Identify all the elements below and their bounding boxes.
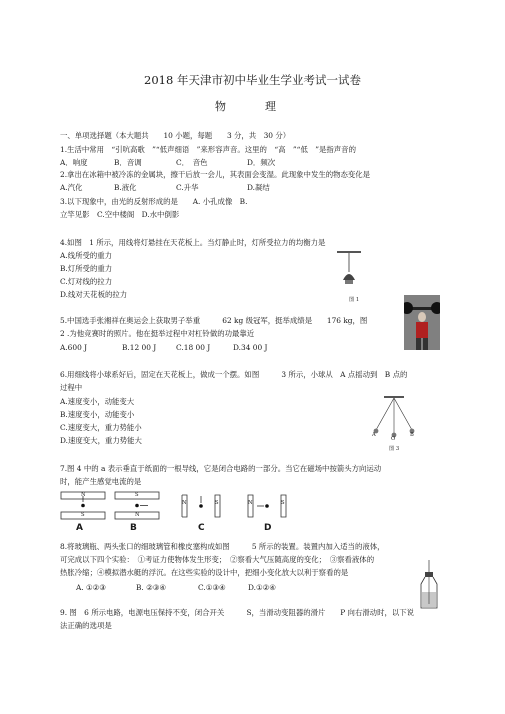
bottle-figure xyxy=(416,560,442,610)
q5-option-a: A.600 J xyxy=(60,343,88,352)
lamp-figure xyxy=(334,250,364,302)
magnet-c-right-letter: S xyxy=(215,500,219,506)
q1-option-b: B．音调 xyxy=(114,158,142,167)
q7-choice-b: B xyxy=(130,523,137,533)
q6-line2: 过程中 xyxy=(60,383,83,392)
q8-line3: 热胀冷缩；④模拟潜水艇的浮沉。在这些实验的设计中，把细小变化放大以利于察看的是 xyxy=(60,568,349,577)
q7-line2: 时，能产生感觉电流的是 xyxy=(60,477,142,486)
pendulum-point-a: A xyxy=(372,432,376,438)
section-header: 一、单项选择题（本大题共 10 小题，每题 3 分，共 30 分） xyxy=(60,131,291,140)
magnet-b-bottom-letter: N xyxy=(135,512,140,518)
fig1-label: 图 1 xyxy=(349,297,360,303)
q5-option-b: B.12 00 J xyxy=(122,343,157,352)
q6-option-b: B.速度变小，动能变小 xyxy=(60,410,135,419)
q7-choice-c: C xyxy=(198,523,205,533)
q5-option-c: C.18 00 J xyxy=(176,343,211,352)
magnet-c-left-letter: N xyxy=(182,500,187,506)
q1-option-d: D．频次 xyxy=(247,158,276,167)
q6-stem: 6.用细线将小球系好后，固定在天花板上，做成一个摆。如图 3 所示，小球从 A 点摇动到 B 点的 xyxy=(60,370,408,379)
q9-stem: 9. 图 6 所示电路，电源电压保持不变，闭合开关 S，当滑动变阻器的滑片 P 向右滑动时，以下说 xyxy=(60,608,415,617)
q1-option-c: C． 音色 xyxy=(176,158,208,167)
q7-choice-a: A xyxy=(76,523,83,533)
exam-title: 2018 年天津市初中毕业生学业考试一试卷 xyxy=(144,73,361,87)
q1-option-a: A．响度 xyxy=(60,158,88,167)
q8-option-d: D.①②④ xyxy=(248,583,276,592)
magnet-diagram-c xyxy=(178,491,224,521)
q2-option-b: B.液化 xyxy=(114,183,137,192)
q2-option-a: A.汽化 xyxy=(60,183,83,192)
weightlifter-photo xyxy=(404,295,440,350)
pendulum-point-b: B xyxy=(410,432,414,438)
q2-option-c: C.升华 xyxy=(176,183,199,192)
fig3-label: 图 3 xyxy=(389,446,400,452)
pendulum-point-o: O xyxy=(391,436,396,442)
q5-option-d: D.34 00 J xyxy=(233,343,268,352)
magnet-a-top-letter: N xyxy=(81,492,86,498)
q4-option-a: A.线所受的重力 xyxy=(60,251,113,260)
q2-option-d: D.凝结 xyxy=(247,183,270,192)
q4-option-b: B.灯所受的重力 xyxy=(60,264,113,273)
q9-line2: 法正确的选项是 xyxy=(60,621,112,630)
q8-stem: 8.将玻璃瓶、两头张口的细玻璃管和橡皮塞构成如图 5 所示的装置。装置内加入适当的液体， xyxy=(60,542,385,551)
q3-stem: 3.以下现象中，由光的反射形成的是 A. 小孔成像 B. xyxy=(60,197,248,206)
q4-option-d: D.线对天花板的拉力 xyxy=(60,290,128,299)
q5-stem: 5.中国选手张湘祥在奥运会上获取男子举重 62 kg 级冠军，挺举成绩是 176 kg，图 xyxy=(60,316,368,325)
q6-option-d: D.速度变大，重力势能大 xyxy=(60,436,142,445)
q4-stem: 4.如图 1 所示，用线将灯悬挂在天花板上。当灯静止时，灯所受拉力的均衡力是 xyxy=(60,238,326,247)
magnet-a-bottom-letter: S xyxy=(81,512,85,518)
subject-title: 物 理 xyxy=(215,100,290,113)
q5-line2: 2 .为他竞赛时的照片。他在挺举过程中对杠铃做的功最靠近 xyxy=(60,329,255,338)
q4-option-c: C.灯对线的拉力 xyxy=(60,277,113,286)
magnet-b-top-letter: S xyxy=(135,492,139,498)
q1-stem: 1.生活中常用 “引吭高歌 ”“低声细语 ”来形容声音。这里的 “高 ”“低 ”是指声音的 xyxy=(60,145,356,154)
magnet-diagram-d xyxy=(244,491,290,521)
q3-line2: 立竿见影 C.空中楼阁 D.水中倒影 xyxy=(60,210,180,219)
q6-option-c: C.速度变大，重力势能小 xyxy=(60,423,142,432)
q6-option-a: A.速度变小，动能变大 xyxy=(60,397,135,406)
q8-option-b: B. ②③④ xyxy=(136,583,167,592)
magnet-d-right-letter: S xyxy=(281,500,285,506)
q7-stem: 7.图 4 中的 a 表示垂直于纸面的一根导线，它是闭合电路的一部分。当它在磁场中按箭头方向运动 xyxy=(60,464,382,473)
q8-option-c: C.①③④ xyxy=(198,583,226,592)
q7-choice-d: D xyxy=(264,523,272,533)
q8-line2: 可完成以下四个实验： ①考证力使物体发生形变； ②察看大气压随高度的变化； ③察看液体的 xyxy=(60,555,375,564)
magnet-d-left-letter: N xyxy=(248,500,253,506)
q8-option-a: A. ①②③ xyxy=(76,583,106,592)
q2-stem: 2.拿出在冰箱中被冷冻的金属块，擦干后放一会儿，其表面会变湿。此现象中发生的物态变化是 xyxy=(60,170,371,179)
